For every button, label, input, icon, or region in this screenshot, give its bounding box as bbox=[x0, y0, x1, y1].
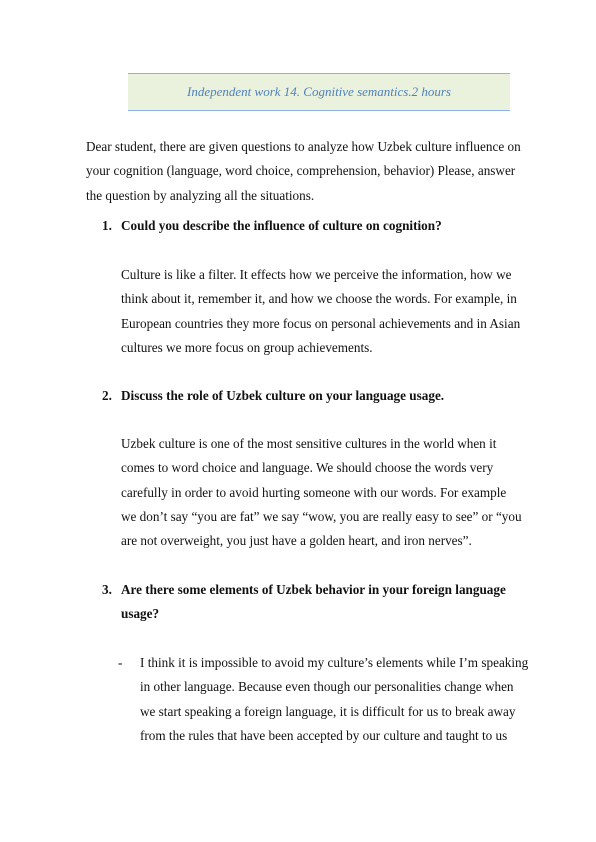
title-banner bbox=[128, 73, 510, 111]
bullet-marker: - bbox=[118, 655, 123, 670]
bullet-line: I think it is impossible to avoid my culture’s elements while I’m speaking bbox=[140, 655, 529, 670]
intro-line: the question by analyzing all the situations. bbox=[86, 187, 315, 203]
question-text: Are there some elements of Uzbek behavior in your foreign language bbox=[121, 582, 506, 597]
answer-1 bbox=[121, 263, 561, 360]
answer-line: European countries they more focus on personal achievements and in Asian bbox=[121, 315, 521, 331]
question-number: 1. bbox=[102, 218, 112, 233]
answer-line: comes to word choice and language. We should choose the words very bbox=[121, 460, 494, 476]
question-number: 2. bbox=[102, 388, 112, 403]
answer-line: cultures we more focus on group achievements. bbox=[121, 339, 373, 355]
intro-line: your cognition (language, word choice, comprehension, behavior) Please, answer bbox=[86, 163, 516, 179]
question-text: Discuss the role of Uzbek culture on your language usage. bbox=[121, 388, 445, 403]
answer-line: Culture is like a filter. It effects how we perceive the information, how we bbox=[121, 267, 512, 282]
intro-line: Dear student, there are given questions to analyze how Uzbek culture influence on bbox=[86, 139, 521, 154]
answer-line: Uzbek culture is one of the most sensitive cultures in the world when it bbox=[121, 436, 497, 451]
intro-paragraph bbox=[86, 135, 556, 208]
answer-line: think about it, remember it, and how we choose the words. For example, in bbox=[121, 291, 517, 307]
bullet-line: in other language. Because even though our personalities change when bbox=[140, 679, 514, 695]
document-title: Independent work 14. Cognitive semantics.2 hours bbox=[187, 84, 451, 99]
bullet-line: we start speaking a foreign language, it is difficult for us to break away bbox=[140, 703, 516, 719]
answer-line: are not overweight, you just have a golden heart, and iron nerves”. bbox=[121, 533, 472, 549]
answer-line: carefully in order to avoid hurting someone with our words. For example bbox=[121, 484, 507, 500]
bullet-line: from the rules that have been accepted by our culture and taught to us bbox=[140, 727, 508, 743]
answer-line: we don’t say “you are fat” we say “wow, you are really easy to see” or “you bbox=[121, 508, 522, 524]
question-text: Could you describe the influence of culture on cognition? bbox=[121, 218, 442, 233]
question-text: usage? bbox=[121, 606, 160, 622]
answer-2 bbox=[121, 432, 561, 553]
question-number: 3. bbox=[102, 582, 112, 597]
